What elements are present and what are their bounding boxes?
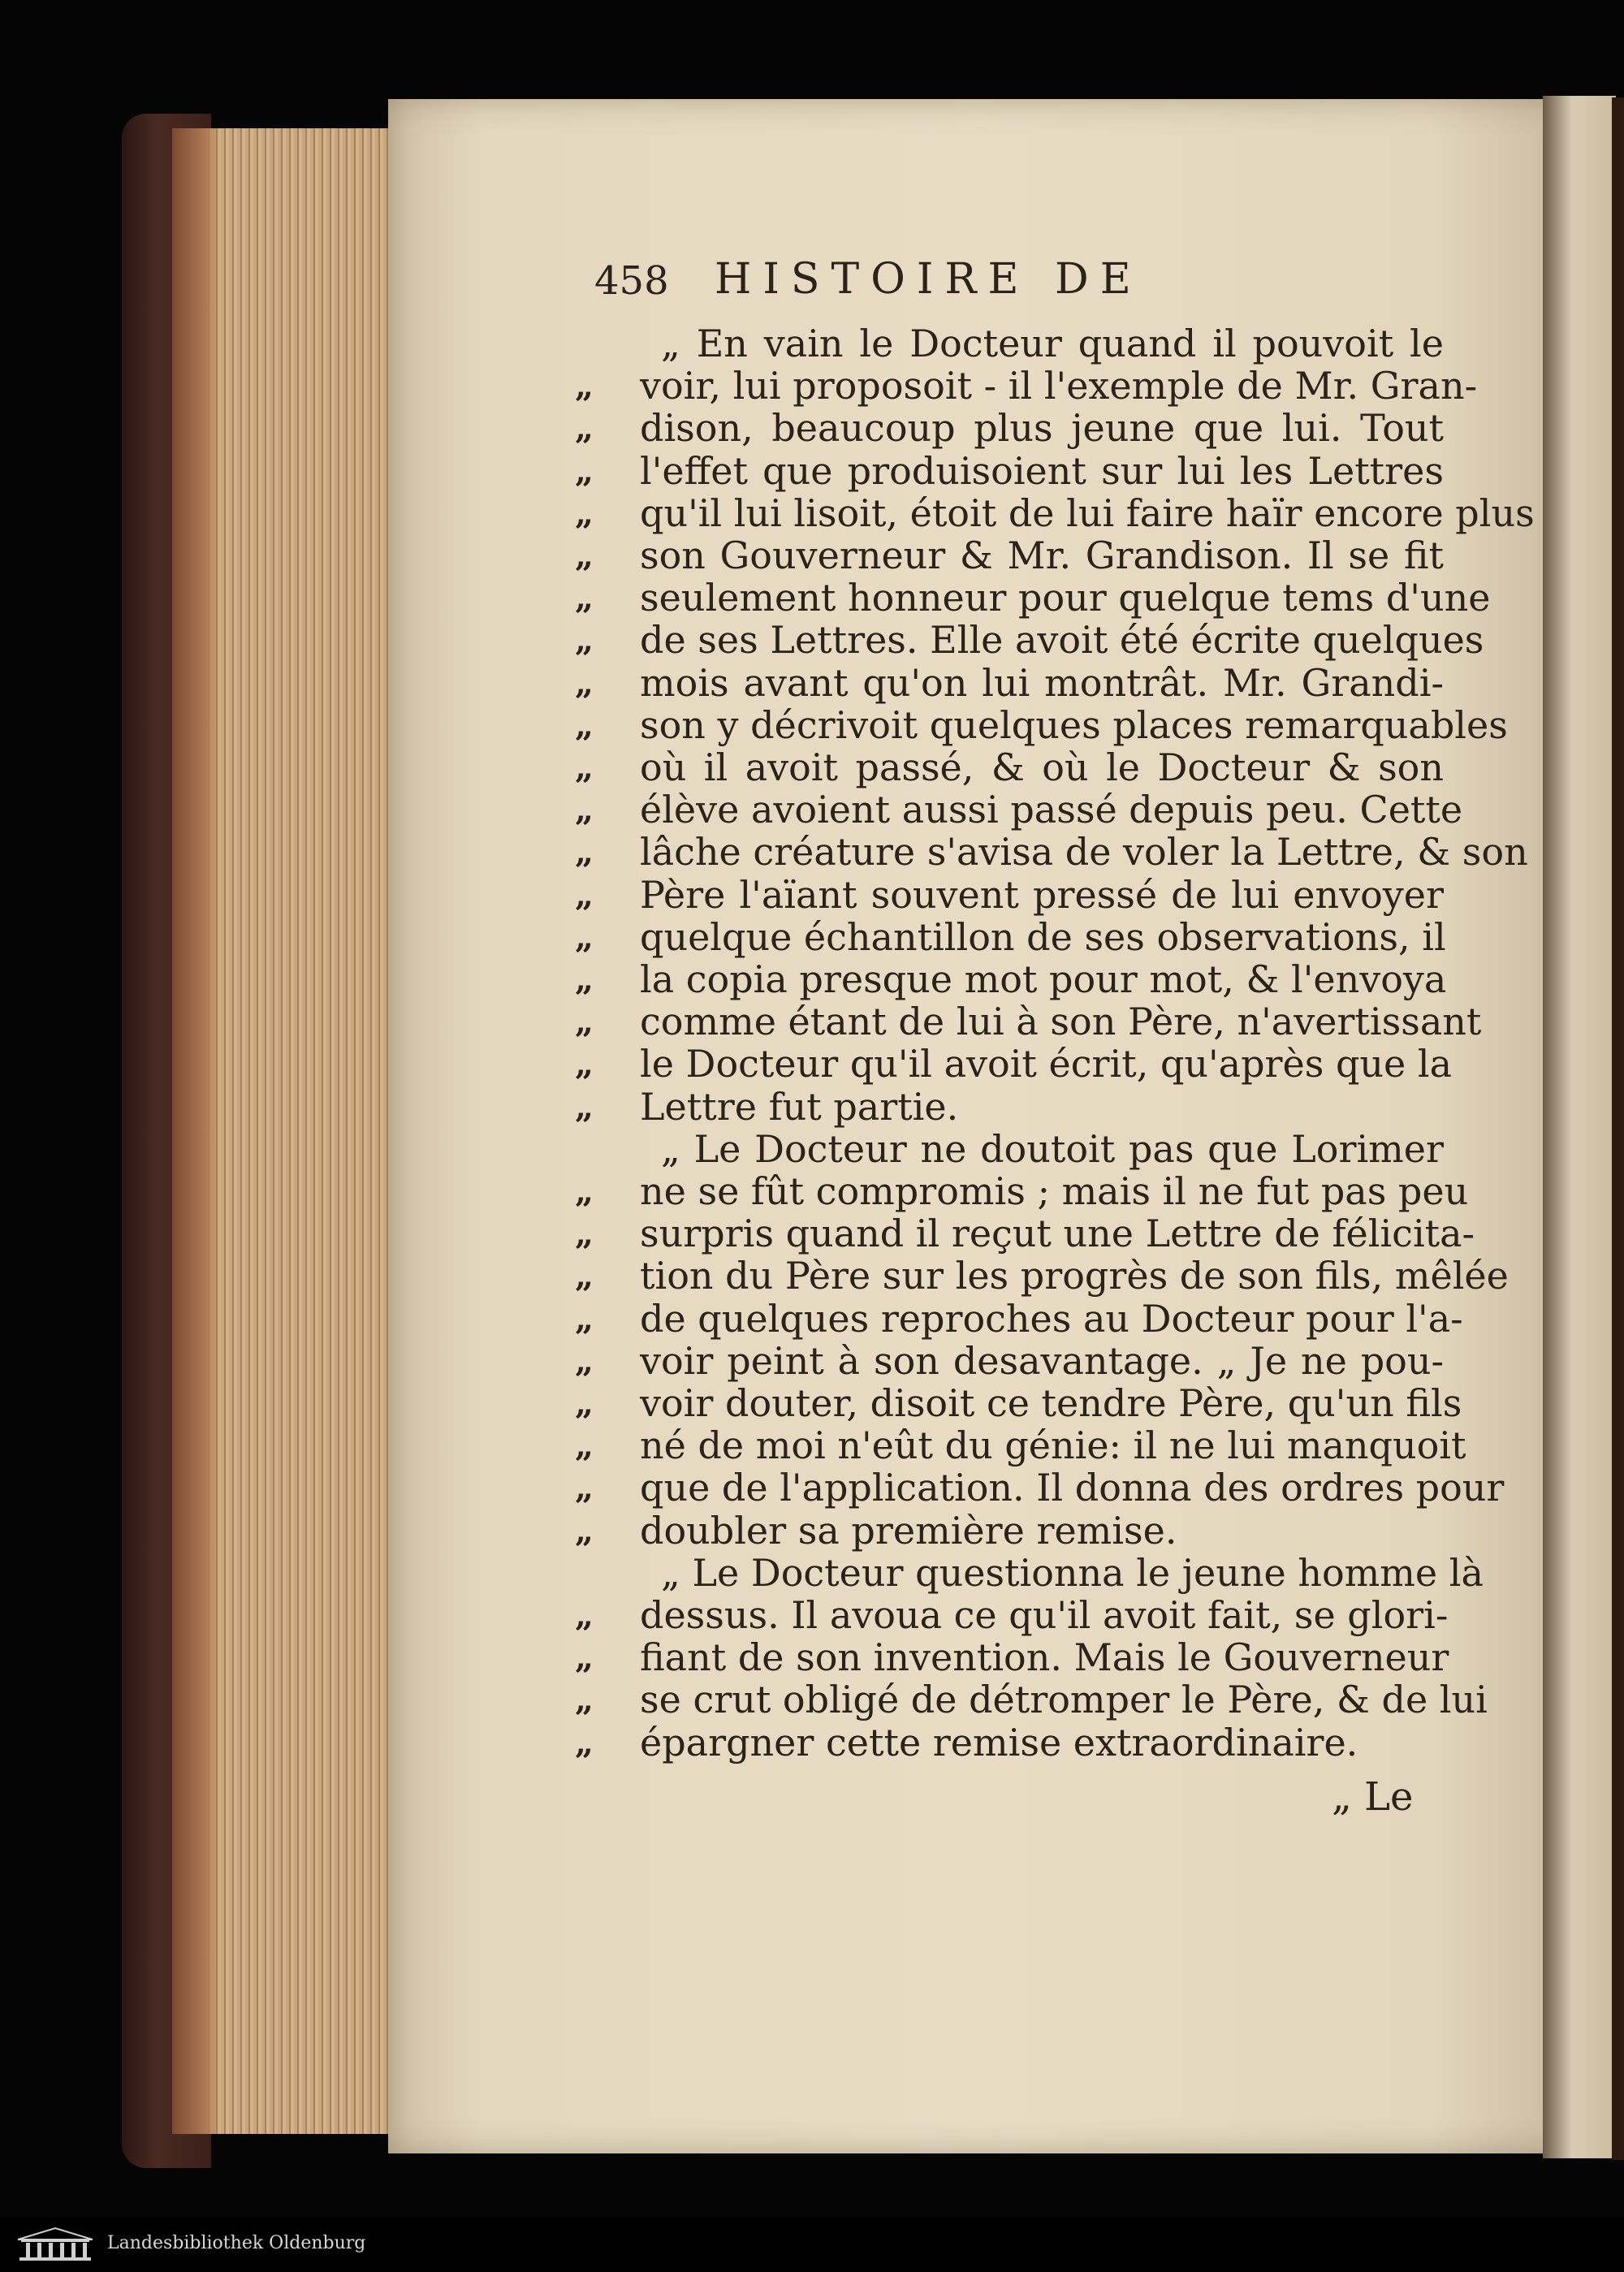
text-line: surpris quand il reçut une Lettre de félicita- <box>640 1212 1475 1255</box>
text-line: „ En vain le Docteur quand il pouvoit le <box>661 322 1444 365</box>
margin-quote-mark: „ <box>575 918 594 957</box>
text-line: Lettre fut partie. <box>640 1085 959 1129</box>
margin-quote-mark: „ <box>575 1003 594 1041</box>
text-line: que de l'application. Il donna des ordres pour <box>640 1466 1505 1510</box>
text-line: „ Le Docteur questionna le jeune homme là <box>661 1551 1484 1595</box>
margin-quote-mark: „ <box>575 1257 594 1295</box>
text-line: son y décrivoit quelques places remarquables <box>640 703 1508 747</box>
margin-quote-mark: „ <box>575 621 594 659</box>
text-line: de quelques reproches au Docteur pour l'a- <box>640 1297 1463 1341</box>
margin-quote-mark: „ <box>575 1681 594 1719</box>
text-line: dison, beaucoup plus jeune que lui. Tout <box>640 406 1444 450</box>
margin-quote-mark: „ <box>575 1215 594 1253</box>
margin-quote-mark: „ <box>575 1173 594 1211</box>
margin-quote-mark: „ <box>575 1384 594 1423</box>
text-line: doubler sa première remise. <box>640 1509 1177 1553</box>
fore-edge-shadow <box>172 128 221 2134</box>
facing-page-edge <box>1612 97 1624 2160</box>
text-line: comme étant de lui à son Père, n'avertissant <box>640 1000 1482 1043</box>
margin-quote-mark: „ <box>575 961 594 999</box>
margin-quote-mark: „ <box>575 537 594 575</box>
running-head-title: HISTOIRE DE <box>715 255 1142 304</box>
text-line: seulement honneur pour quelque tems d'une <box>640 576 1491 620</box>
text-line: élève avoient aussi passé depuis peu. Cette <box>640 788 1463 831</box>
margin-quote-mark: „ <box>575 1342 594 1380</box>
library-name: Landesbibliothek Oldenburg <box>107 2233 366 2253</box>
margin-quote-mark: „ <box>575 876 594 914</box>
text-line: son Gouverneur & Mr. Grandison. Il se fit <box>640 533 1444 577</box>
text-line: né de moi n'eût du génie: il ne lui manquoit <box>640 1423 1466 1467</box>
catchword: „ Le <box>1332 1774 1414 1820</box>
margin-quote-mark: „ <box>575 1639 594 1677</box>
margin-quote-mark: „ <box>575 1045 594 1083</box>
margin-quote-mark: „ <box>575 1512 594 1550</box>
text-line: quelque échantillon de ses observations, il <box>640 915 1446 959</box>
margin-quote-mark: „ <box>575 1300 594 1338</box>
margin-quote-mark: „ <box>575 791 594 829</box>
library-footer <box>0 2217 1624 2272</box>
text-line: fiant de son invention. Mais le Gouverneur <box>640 1635 1449 1679</box>
text-line: de ses Lettres. Elle avoit été écrite quelques <box>640 618 1484 662</box>
text-line: dessus. Il avoua ce qu'il avoit fait, se glori- <box>640 1593 1449 1637</box>
text-line: qu'il lui lisoit, étoit de lui faire haïr encore plus <box>640 491 1535 535</box>
margin-quote-mark: „ <box>575 1596 594 1635</box>
text-line: voir douter, disoit ce tendre Père, qu'un fils <box>640 1381 1462 1425</box>
text-line: où il avoit passé, & où le Docteur & son <box>640 745 1444 789</box>
text-line: épargner cette remise extraordinaire. <box>640 1721 1358 1764</box>
margin-quote-mark: „ <box>575 833 594 871</box>
text-line: mois avant qu'on lui montrât. Mr. Grandi- <box>640 661 1444 705</box>
text-line: lâche créature s'avisa de voler la Lettre, & son <box>640 830 1528 874</box>
text-line: voir, lui proposoit - il l'exemple de Mr. Gran- <box>640 364 1478 408</box>
margin-quote-mark: „ <box>575 1724 594 1762</box>
margin-quote-mark: „ <box>575 1088 594 1126</box>
margin-quote-mark: „ <box>575 706 594 745</box>
text-line: „ Le Docteur ne doutoit pas que Lorimer <box>661 1127 1444 1171</box>
text-line: Père l'aïant souvent pressé de lui envoyer <box>640 873 1444 917</box>
margin-quote-mark: „ <box>575 664 594 702</box>
library-building-icon <box>15 2227 96 2262</box>
page-gutter <box>1543 96 1616 2158</box>
margin-quote-mark: „ <box>575 452 594 490</box>
page-number: 458 <box>594 258 669 304</box>
text-line: tion du Père sur les progrès de son fils, mêlée <box>640 1254 1509 1298</box>
text-line: ne se fût compromis ; mais il ne fut pas peu <box>640 1169 1469 1213</box>
margin-quote-mark: „ <box>575 579 594 617</box>
text-line: la copia presque mot pour mot, & l'envoya <box>640 957 1447 1001</box>
text-line: le Docteur qu'il avoit écrit, qu'après que la <box>640 1042 1453 1086</box>
text-line: se crut obligé de détromper le Père, & de lui <box>640 1678 1488 1721</box>
margin-quote-mark: „ <box>575 367 594 405</box>
margin-quote-mark: „ <box>575 749 594 787</box>
margin-quote-mark: „ <box>575 409 594 447</box>
margin-quote-mark: „ <box>575 1469 594 1507</box>
margin-quote-mark: „ <box>575 495 594 533</box>
margin-quote-mark: „ <box>575 1427 594 1465</box>
text-line: l'effet que produisoient sur lui les Lettres <box>640 449 1444 493</box>
text-line: voir peint à son desavantage. „ Je ne pou- <box>640 1339 1444 1383</box>
